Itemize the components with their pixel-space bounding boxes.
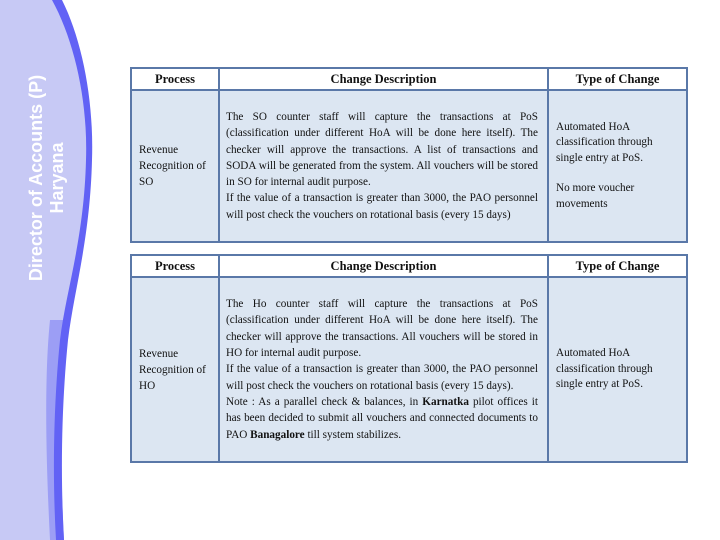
note-bold-bangalore: Banagalore bbox=[250, 428, 305, 441]
sidebar-title-line1: Director of Accounts (P) bbox=[26, 74, 46, 282]
type-cell bbox=[548, 90, 687, 242]
table-header-row bbox=[131, 255, 687, 277]
header-process: Process bbox=[131, 68, 219, 90]
process-cell: Revenue Recognition of HO bbox=[131, 277, 219, 462]
change-table-so bbox=[130, 67, 688, 243]
description-cell bbox=[219, 90, 548, 242]
note-text bbox=[226, 396, 538, 441]
header-description: Change Description bbox=[219, 68, 548, 90]
note-bold-karnatka: Karnatka bbox=[422, 395, 469, 408]
change-table-ho bbox=[130, 254, 688, 463]
type-text-2: No more voucher movements bbox=[556, 182, 635, 210]
header-description: Change Description bbox=[219, 255, 548, 277]
table-header-row bbox=[131, 68, 687, 90]
table-row bbox=[131, 277, 687, 462]
header-process: Process bbox=[131, 255, 219, 277]
type-cell: Automated HoA classification through single entry at PoS. bbox=[548, 277, 687, 462]
note-part: till system stabilizes. bbox=[304, 428, 401, 441]
description-text: The Ho counter staff will capture the transactions at PoS (classification under different HoA will be done here itself). The checker will approve the transactions. All vouchers will be stored in HO for internal audit purpose. bbox=[226, 298, 538, 360]
header-type: Type of Change bbox=[548, 255, 687, 277]
table-row bbox=[131, 90, 687, 242]
description-text: The SO counter staff will capture the transactions at PoS (classification under different HoA will be done here itself). The checker will approve the transactions. A list of transactions and SODA will be generated from the system. All vouchers will be stored in SO for internal audit purpose. bbox=[226, 110, 538, 189]
description-text-2: If the value of a transaction is greater than 3000, the PAO personnel will post check the vouchers on rotational basis (every 15 days). bbox=[226, 363, 538, 392]
description-cell bbox=[219, 277, 548, 462]
note-part: pilot offices it has been decided to submit all vouchers and connected documents to PAO bbox=[226, 395, 538, 441]
type-text-1: Automated HoA classification through single entry at PoS. bbox=[556, 120, 653, 164]
process-cell: Revenue Recognition of SO bbox=[131, 90, 219, 242]
header-type: Type of Change bbox=[548, 68, 687, 90]
description-text-2: If the value of a transaction is greater than 3000, the PAO personnel will post check the vouchers on rotational basis (every 15 days) bbox=[226, 192, 538, 221]
sidebar-title-line2: Haryana bbox=[47, 142, 67, 214]
note-part: Note : As a parallel check & balances, in bbox=[226, 395, 423, 408]
